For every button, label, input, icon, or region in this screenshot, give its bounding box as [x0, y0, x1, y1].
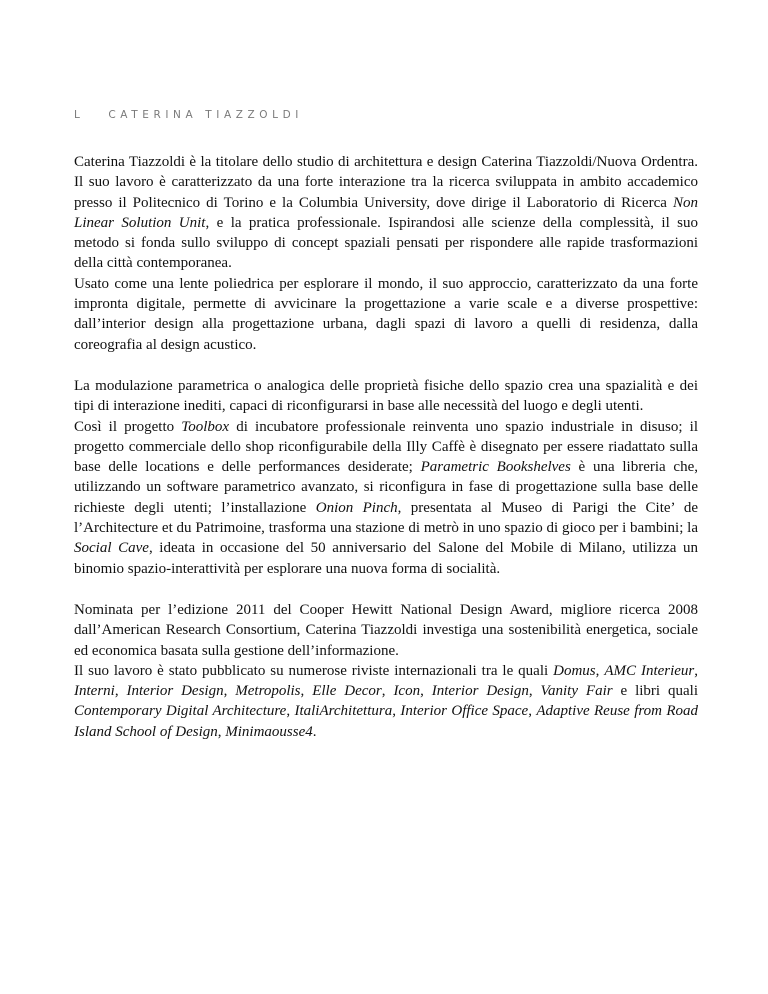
body-text	[74, 152, 698, 742]
paragraph-modulation: La modulazione parametrica o analogica delle proprietà fisiche dello spazio crea una spazialità e dei tipi di interazione inediti, capaci di riconfigurarsi in base alle necessità del luogo e degli utenti.	[74, 377, 698, 415]
paragraph-gap	[74, 355, 698, 376]
header-name: CATERINA TIAZZOLDI	[108, 109, 304, 121]
page-header	[74, 109, 303, 121]
italic-onion-pinch: Onion Pinch	[315, 499, 398, 516]
paragraph-publications: Il suo lavoro è stato pubblicato su numerose riviste internazionali tra le quali Domus, AMC Interieur, Interni, Interior Design, Metropolis, Elle Decor, Icon, Interior Design, Vanity Fair e libri quali Contemporary Digital Architecture, ItaliArchitettura, Interior Office Space, Adaptive Reuse from Road Island School of Design, Minimaousse4.	[74, 662, 699, 740]
paragraph-awards: Nominata per l’edizione 2011 del Cooper Hewitt National Design Award, migliore ricerca 2008 dall’American Research Consortium, Caterina Tiazzoldi investiga una sostenibilità energetica, sociale ed economica basata sulla gestione dell’informazione.	[74, 601, 698, 659]
header-initial: L	[74, 109, 85, 121]
italic-parametric-bookshelves: Parametric Bookshelves	[420, 459, 571, 476]
paragraph-intro: Caterina Tiazzoldi è la titolare dello studio di architettura e design Caterina Tiazzoldi/Nuova Ordentra. Il suo lavoro è caratterizzato da una forte interazione tra la ricerca sviluppata in ambito accademico presso il Politecnico di Torino e la Columbia University, dove dirige il Laboratorio di Ricerca Non Linear Solution Unit, e la pratica professionale. Ispirandosi alle scienze della complessità, il suo metodo si fonda sullo sviluppo di concept spaziali pensati per rispondere alle rapide trasformazioni della città contemporanea.	[74, 154, 698, 272]
italic-social-cave: Social Cave	[74, 540, 149, 557]
italic-toolbox: Toolbox	[181, 418, 230, 435]
italic-research-unit: Non Linear Solution Unit	[74, 194, 698, 231]
paragraph-approach: Usato come una lente poliedrica per esplorare il mondo, il suo approccio, caratterizzato da una forte impronta digitale, permette di avvicinare la progettazione a varie scale e a diverse prospettive: dall’interior design alla progettazione urbana, dagli spazi di lavoro a quelli di residenza, dalla coreografia al design acustico.	[74, 275, 698, 353]
paragraph-gap	[74, 579, 698, 600]
paragraph-projects: Così il progetto Toolbox di incubatore professionale reinventa uno spazio industriale in disuso; il progetto commerciale dello shop riconfigurabile della Illy Caffè è disegnato per essere riadattato sulla base delle locations e delle performances desiderate; Parametric Bookshelves è una libreria che, utilizzando un software parametrico avanzato, si riconfigura in fase di progettazione sulla base delle richieste degli utenti; l’installazione Onion Pinch, presentata al Museo di Parigi the Cite’ de l’Architecture et du Patrimoine, trasforma una stazione di metrò in uno spazio di gioco per i bambini; la Social Cave, ideata in occasione del 50 anniversario del Salone del Mobile di Milano, utilizza un binomio spazio-interattività per esplorare una nuova forma di socialità.	[74, 418, 698, 577]
header-spacer	[92, 109, 100, 121]
